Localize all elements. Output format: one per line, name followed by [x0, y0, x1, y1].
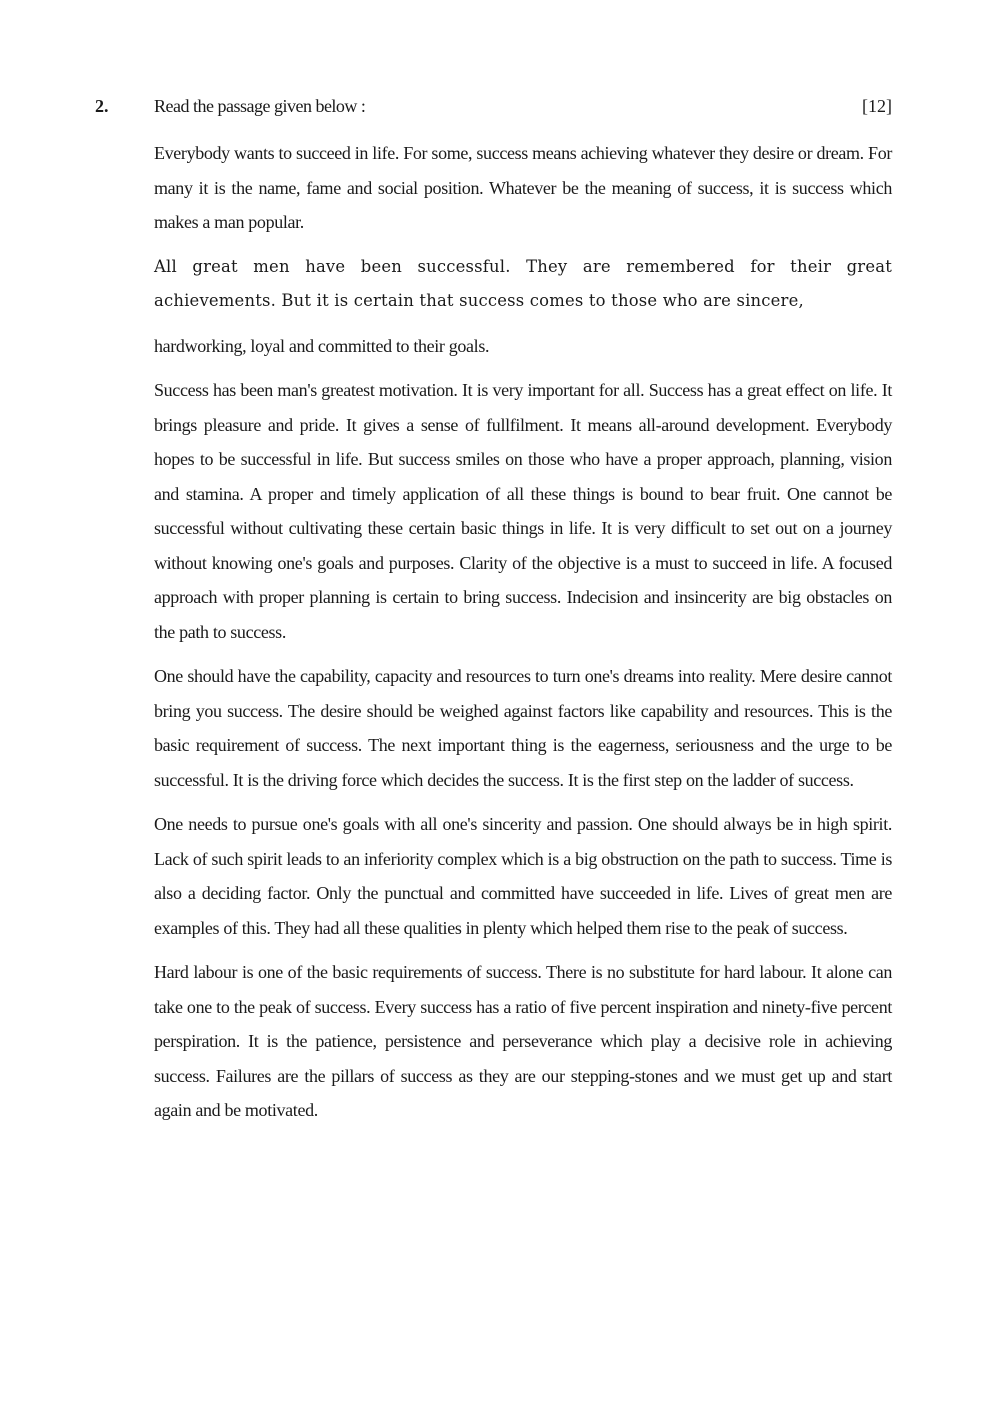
- passage-paragraph-5: One should have the capability, capacity and resources to turn one's dreams into reality. Mere desire cannot bring you success. The desire should be weighed against factors like capability and resources. This is the basic requirement of success. The next important thing is the eagerness, seriousness and the urge to be successful. It is the driving force which decides the success. It is the first step on the ladder of success.: [154, 666, 892, 790]
- passage-paragraph-2: All great men have been successful. They are remembered for their great achievements. But it is certain that success comes to those who are sincere,: [154, 256, 892, 310]
- question-marks: [12]: [862, 96, 892, 116]
- passage-paragraph-4: Success has been man's greatest motivation. It is very important for all. Success has a great effect on life. It brings pleasure and pride. It gives a sense of fullfilment. It means all-around development. Everybody hopes to be successful in life. But success smiles on those who have a proper approach, planning, vision and stamina. A proper and timely application of all these things is bound to bear fruit. One cannot be successful without cultivating these certain basic things in life. It is very difficult to set out on a journey without knowing one's goals and purposes. Clarity of the objective is a must to succeed in life. A focused approach with proper planning is certain to bring success. Indecision and insincerity are big obstacles on the path to success.: [154, 380, 892, 642]
- question-number: 2.: [95, 96, 109, 116]
- passage-paragraph-1: Everybody wants to succeed in life. For some, success means achieving whatever they desire or dream. For many it is the name, fame and social position. Whatever be the meaning of success, it is success which makes a man popular.: [154, 143, 892, 232]
- passage-paragraph-7: Hard labour is one of the basic requirements of success. There is no substitute for hard labour. It alone can take one to the peak of success. Every success has a ratio of five percent inspiration and ninety-five percent perspiration. It is the patience, persistence and perseverance which play a decisive role in achieving success. Failures are the pillars of success as they are our stepping-stones and we must get up and start again and be motivated.: [154, 962, 892, 1120]
- passage-paragraph-6: One needs to pursue one's goals with all one's sincerity and passion. One should always be in high spirit. Lack of such spirit leads to an inferiority complex which is a big obstruction on the path to success. Time is also a deciding factor. Only the punctual and committed have succeeded in life. Lives of great men are examples of this. They had all these qualities in plenty which helped them rise to the peak of success.: [154, 814, 892, 938]
- passage-paragraph-3: hardworking, loyal and committed to their goals.: [154, 335, 490, 356]
- question-instruction: Read the passage given below :: [154, 96, 366, 116]
- passage: [154, 136, 892, 1138]
